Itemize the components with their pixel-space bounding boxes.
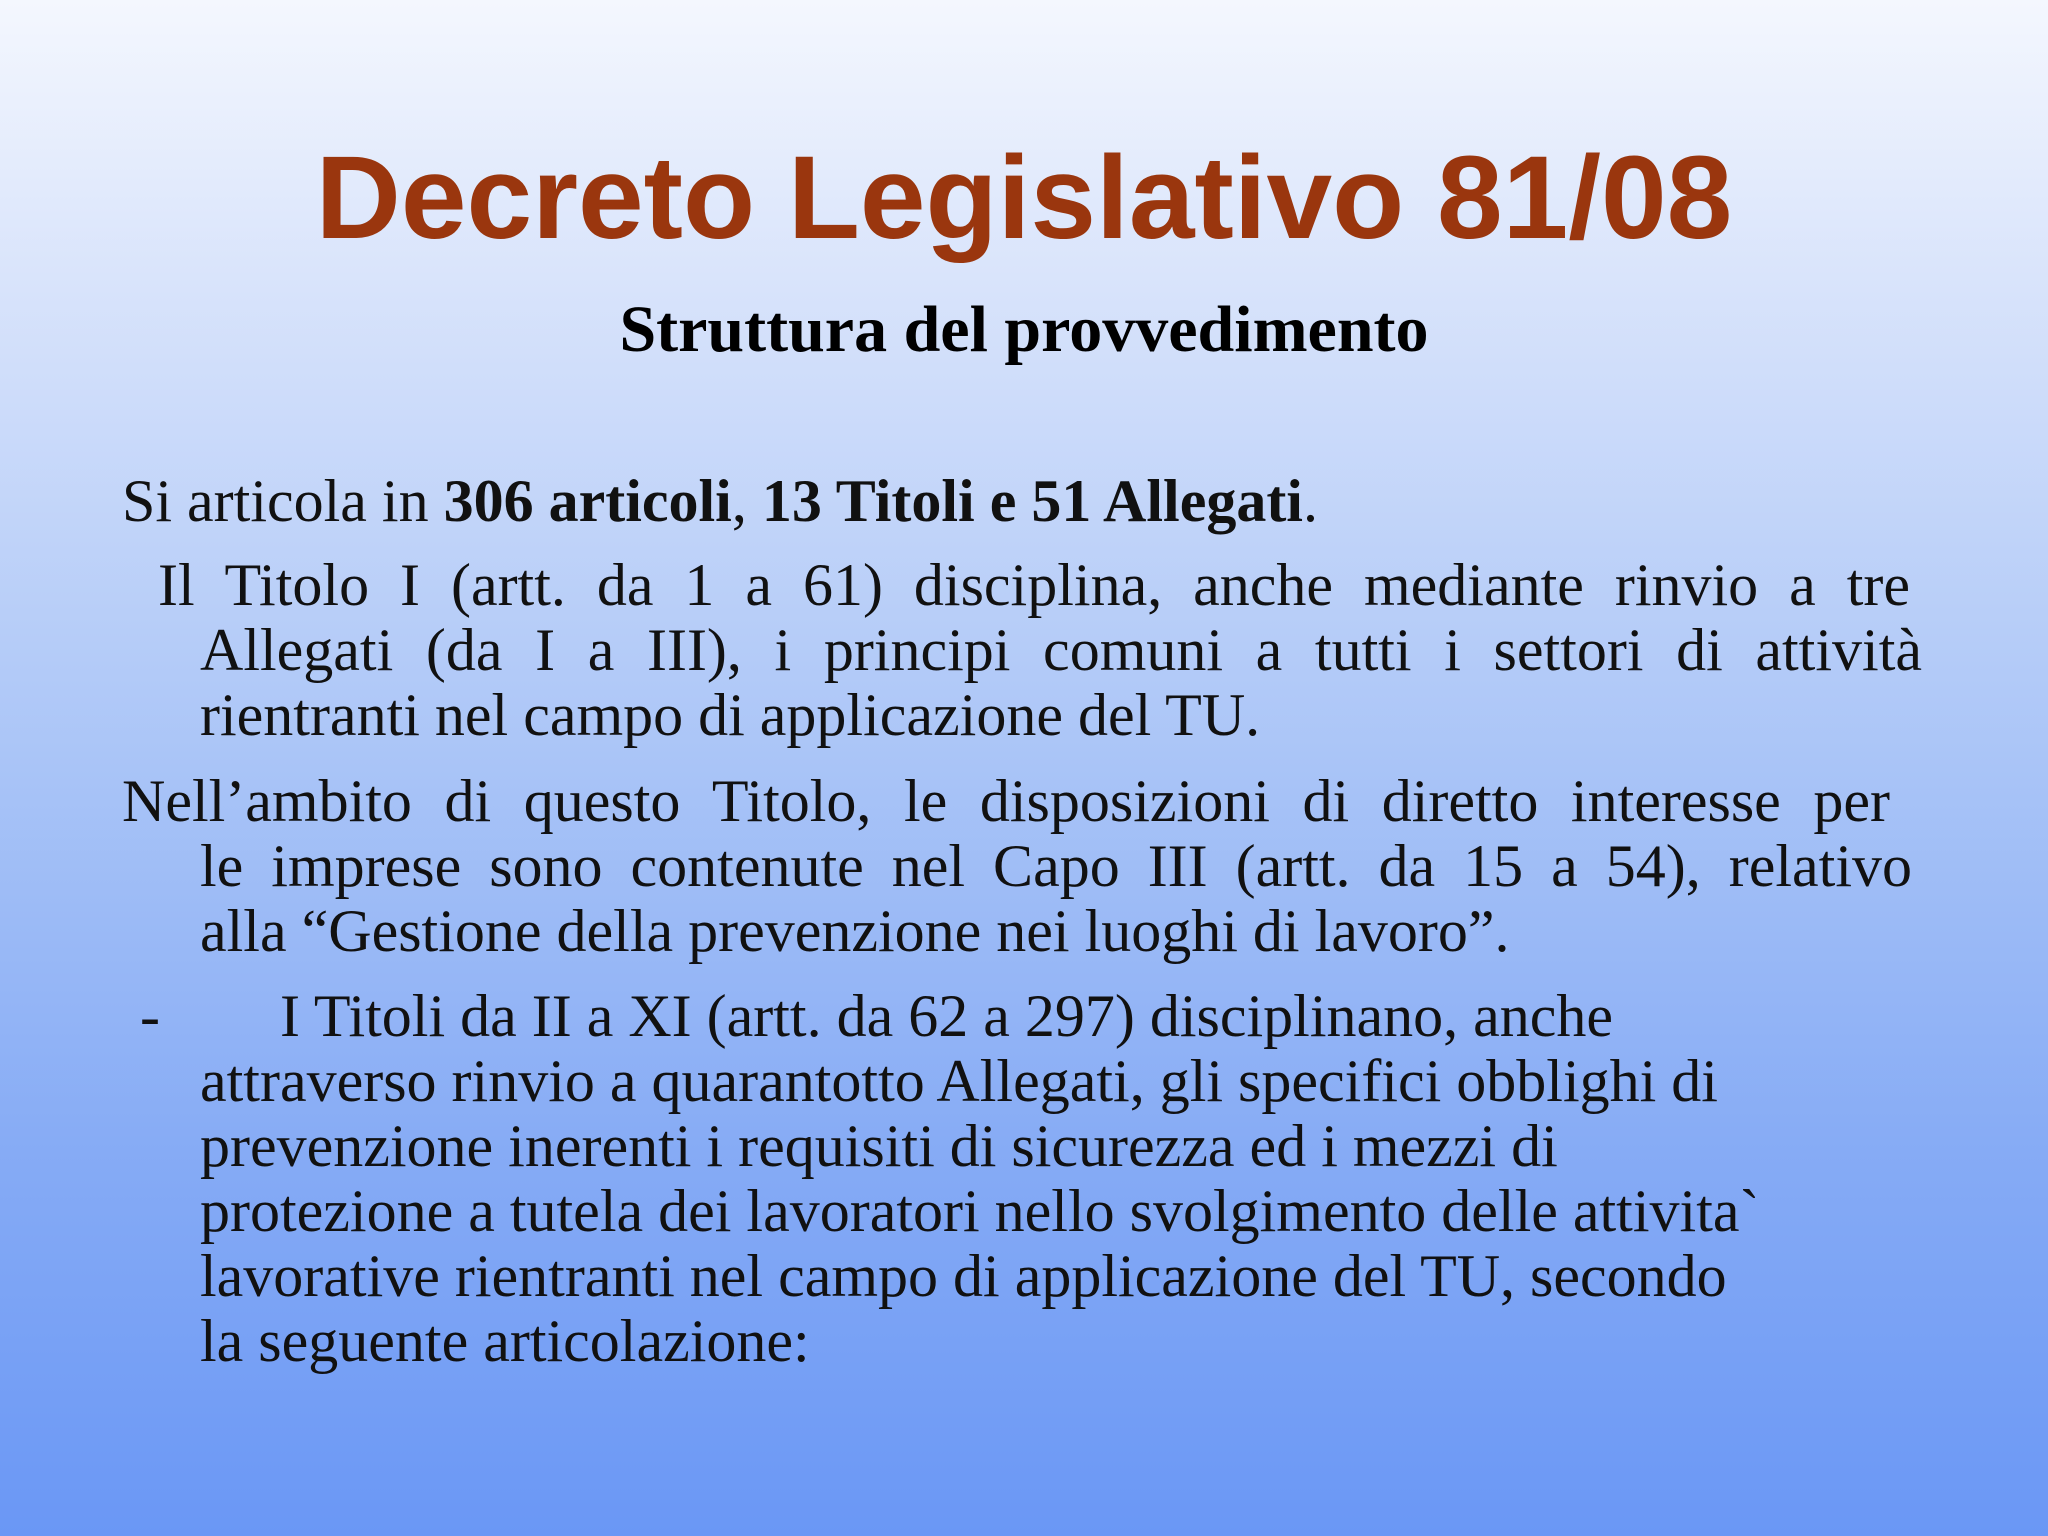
intro-articles: 306 articoli: [443, 468, 732, 534]
paragraph2-line: alla “Gestione della prevenzione nei luoghi di lavoro”.: [200, 898, 1510, 964]
paragraph1-line: Allegati (da I a III), i principi comuni a tutti i settori di attività: [200, 617, 1922, 683]
intro-period: .: [1302, 468, 1318, 534]
intro-line: [122, 468, 1318, 534]
paragraph3-line: attraverso rinvio a quarantotto Allegati, gli specifici obblighi di: [200, 1048, 1718, 1114]
intro-comma: ,: [731, 468, 762, 534]
paragraph1-line: rientranti nel campo di applicazione del TU.: [200, 682, 1261, 748]
intro-titles-annexes: 13 Titoli e 51 Allegati: [761, 468, 1303, 534]
paragraph3-line: la seguente articolazione:: [200, 1308, 810, 1374]
paragraph2-line: Nell’ambito di questo Titolo, le disposizioni di diretto interesse per: [122, 768, 1890, 834]
intro-prefix: Si articola in: [122, 468, 444, 534]
bullet-dash: -: [140, 983, 160, 1049]
slide-title: Decreto Legislativo 81/08: [315, 132, 1733, 264]
paragraph3-line: lavorative rientranti nel campo di applicazione del TU, secondo: [200, 1243, 1727, 1309]
slide-subtitle: Struttura del provvedimento: [619, 293, 1429, 366]
paragraph2-line: le imprese sono contenute nel Capo III (artt. da 15 a 54), relativo: [200, 833, 1912, 899]
paragraph3-line: protezione a tutela dei lavoratori nello svolgimento delle attivita`: [200, 1178, 1760, 1244]
paragraph1-line: Il Titolo I (artt. da 1 a 61) disciplina, anche mediante rinvio a tre: [158, 552, 1910, 618]
paragraph3-line: I Titoli da II a XI (artt. da 62 a 297) disciplinano, anche: [280, 983, 1614, 1049]
paragraph3-line: prevenzione inerenti i requisiti di sicurezza ed i mezzi di: [200, 1113, 1558, 1179]
